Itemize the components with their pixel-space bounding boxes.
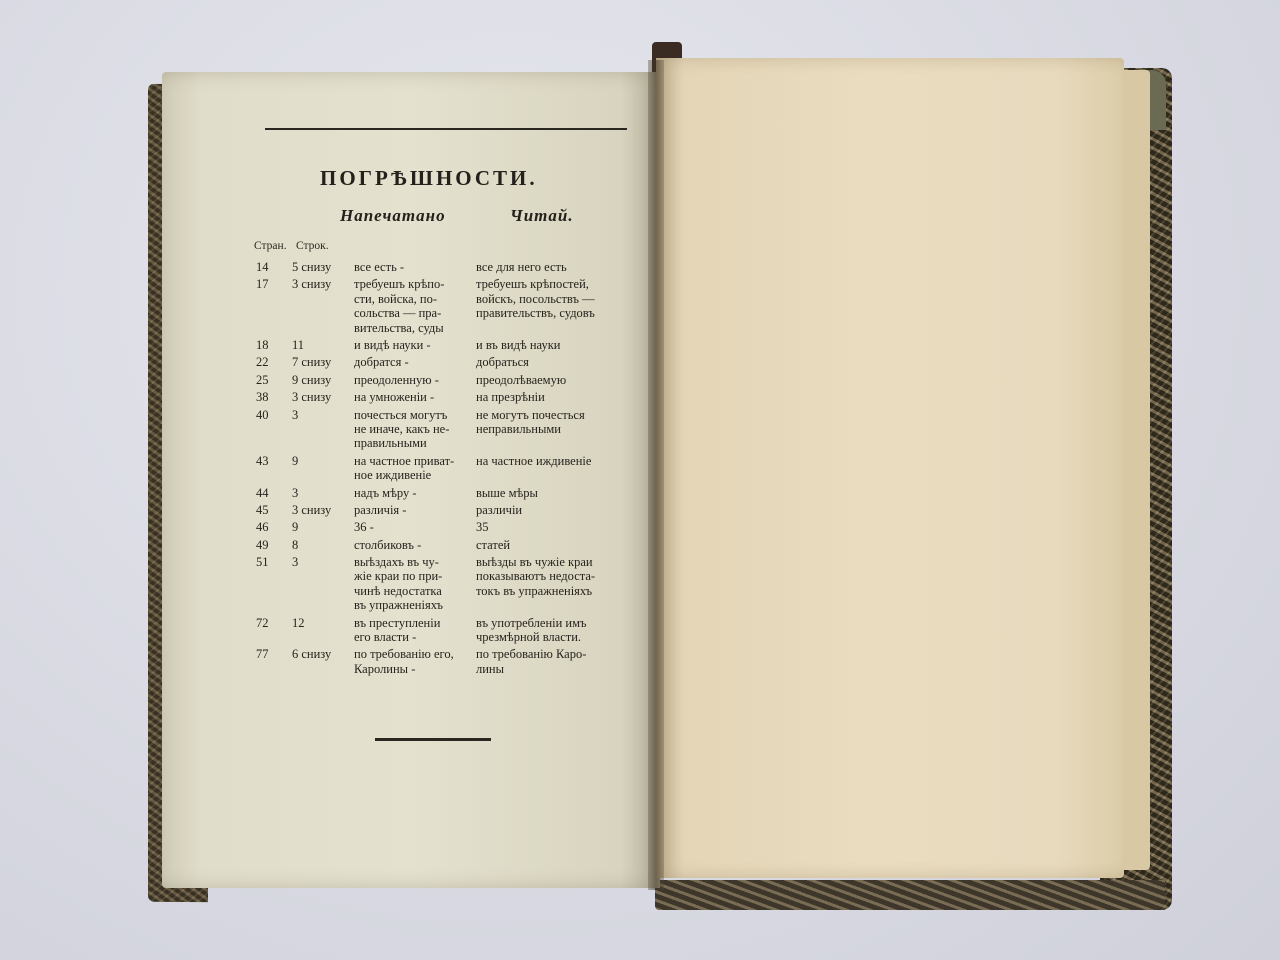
errata-line-number: 3 — [292, 555, 299, 570]
book-gutter — [648, 60, 664, 890]
errata-printed-text — [354, 486, 474, 500]
errata-page-number: 43 — [256, 453, 269, 468]
errata-page-number: 25 — [256, 372, 269, 387]
errata-correct-line: выше мѣры — [476, 485, 538, 500]
errata-correct-text — [476, 647, 626, 676]
page-title: ПОГРѢШНОСТИ. — [320, 166, 538, 190]
errata-correct-line: въ употребленіи имъ — [476, 615, 587, 630]
errata-printed-text — [354, 616, 474, 645]
errata-page-number: 46 — [256, 520, 269, 535]
line-column-header: Строк. — [296, 240, 329, 252]
errata-line-number: 3 снизу — [292, 390, 332, 405]
errata-correct-text — [476, 454, 626, 468]
errata-page-number: 49 — [256, 537, 269, 552]
errata-printed-line: вительства, суды — [354, 320, 444, 335]
errata-correct-line: показываютъ недоста- — [476, 569, 596, 584]
errata-printed-text — [354, 503, 474, 517]
errata-printed-line: требуешъ крѣпо- — [354, 277, 445, 292]
errata-correct-line: различіи — [476, 502, 523, 517]
errata-printed-text — [354, 338, 474, 352]
errata-line-number: 3 — [292, 407, 299, 422]
errata-correct-text — [476, 260, 626, 274]
errata-row — [246, 260, 626, 274]
errata-printed-line: различія - — [354, 502, 407, 517]
errata-correct-line: преодолѣваемую — [476, 372, 567, 387]
errata-printed-text — [354, 647, 474, 676]
errata-correct-line: не могутъ почесться — [476, 407, 585, 422]
errata-line-number: 3 — [292, 485, 299, 500]
errata-printed-line: почесться могутъ — [354, 407, 448, 422]
errata-table — [246, 260, 626, 679]
errata-correct-line: требуешъ крѣпостей, — [476, 277, 589, 292]
errata-line-number: 7 снизу — [292, 355, 332, 370]
errata-correct-line: на презрѣніи — [476, 390, 545, 405]
errata-page-number: 22 — [256, 355, 269, 370]
errata-line-number: 9 — [292, 520, 299, 535]
errata-printed-line: добратся - — [354, 355, 409, 370]
errata-page-number: 44 — [256, 485, 269, 500]
errata-correct-text — [476, 408, 626, 437]
errata-page-number: 14 — [256, 260, 269, 274]
errata-line-number: 8 — [292, 537, 299, 552]
errata-correct-text — [476, 555, 626, 598]
errata-printed-text — [354, 408, 474, 451]
errata-page-number: 18 — [256, 337, 269, 352]
errata-printed-line: на частное приват- — [354, 453, 455, 468]
errata-correct-line: на частное иждивеніе — [476, 453, 592, 468]
errata-page-number: 77 — [256, 647, 269, 662]
errata-printed-text — [354, 355, 474, 369]
errata-correct-line: все для него есть — [476, 260, 567, 274]
errata-printed-line: его власти - — [354, 630, 417, 645]
errata-correct-text — [476, 520, 626, 534]
errata-printed-line: 36 - — [354, 520, 374, 535]
errata-line-number: 12 — [292, 615, 305, 630]
errata-correct-text — [476, 355, 626, 369]
errata-printed-text — [354, 520, 474, 534]
errata-correct-line: лины — [476, 661, 505, 676]
printed-column-header: Напечатано — [340, 206, 446, 225]
errata-printed-line: сти, войска, по- — [354, 291, 438, 306]
errata-page-number: 40 — [256, 407, 269, 422]
errata-line-number: 6 снизу — [292, 647, 332, 662]
errata-line-number: 3 снизу — [292, 502, 332, 517]
errata-printed-line: въ упражненіяхъ — [354, 598, 443, 613]
errata-line-number: 9 снизу — [292, 372, 332, 387]
errata-printed-line: надъ мѣру - — [354, 485, 417, 500]
errata-printed-text — [354, 454, 474, 483]
errata-correct-text — [476, 390, 626, 404]
errata-printed-text — [354, 260, 474, 274]
errata-row — [246, 355, 626, 369]
errata-row — [246, 277, 626, 335]
errata-page-number: 51 — [256, 555, 269, 570]
errata-line-number: 5 снизу — [292, 260, 332, 274]
errata-line-number: 11 — [292, 337, 305, 352]
errata-printed-text — [354, 390, 474, 404]
errata-printed-line: жіе краи по при- — [354, 569, 443, 584]
errata-correct-line: выѣзды въ чужіе краи — [476, 555, 593, 570]
errata-line-number: 3 снизу — [292, 277, 332, 292]
errata-printed-line: преодоленную - — [354, 372, 439, 387]
errata-printed-line: правильными — [354, 436, 427, 451]
errata-page-number: 72 — [256, 615, 269, 630]
errata-correct-text — [476, 503, 626, 517]
errata-row — [246, 486, 626, 500]
errata-page-number: 38 — [256, 390, 269, 405]
errata-printed-text — [354, 373, 474, 387]
errata-correct-line: добраться — [476, 355, 529, 370]
errata-row — [246, 338, 626, 352]
right-page-blank — [656, 58, 1124, 878]
errata-printed-line: сольства — пра- — [354, 306, 442, 321]
errata-row — [246, 555, 626, 613]
errata-row — [246, 503, 626, 517]
errata-correct-line: по требованію Каро- — [476, 647, 587, 662]
errata-printed-line: столбиковъ - — [354, 537, 422, 552]
book-cover-bottom-edge — [655, 880, 1165, 910]
errata-correct-text — [476, 486, 626, 500]
read-column-header: Читай. — [510, 206, 574, 225]
errata-correct-line: токъ въ упражненіяхъ — [476, 583, 593, 598]
errata-correct-line: 35 — [476, 520, 489, 535]
errata-correct-line: чрезмѣрной власти. — [476, 630, 582, 645]
errata-line-number: 9 — [292, 453, 299, 468]
errata-row — [246, 520, 626, 534]
errata-correct-line: войскъ, посольствъ — — [476, 291, 595, 306]
errata-printed-line: выѣздахъ въ чу- — [354, 555, 439, 570]
errata-correct-line: неправильными — [476, 421, 561, 436]
errata-row — [246, 647, 626, 676]
errata-printed-line: на умноженіи - — [354, 390, 435, 405]
errata-row — [246, 373, 626, 387]
top-rule — [265, 128, 627, 130]
page-column-header: Стран. — [254, 240, 287, 252]
errata-correct-text — [476, 538, 626, 552]
errata-correct-line: и въ видѣ науки — [476, 337, 561, 352]
errata-correct-text — [476, 277, 626, 320]
errata-printed-line: по требованію его, — [354, 647, 454, 662]
errata-row — [246, 408, 626, 451]
errata-page-number: 17 — [256, 277, 269, 292]
errata-printed-text — [354, 538, 474, 552]
errata-printed-text — [354, 277, 474, 335]
bottom-rule — [375, 738, 491, 741]
errata-printed-line: Каролины - — [354, 661, 416, 676]
errata-correct-line: правительствъ, судовъ — [476, 306, 595, 321]
errata-printed-line: чинѣ недостатка — [354, 583, 442, 598]
errata-correct-text — [476, 616, 626, 645]
errata-printed-text — [354, 555, 474, 613]
errata-printed-line: ное иждивеніе — [354, 468, 432, 483]
errata-row — [246, 390, 626, 404]
errata-printed-line: не иначе, какъ не- — [354, 421, 450, 436]
errata-printed-line: и видѣ науки - — [354, 337, 431, 352]
errata-printed-line: все есть - — [354, 260, 405, 274]
errata-correct-text — [476, 373, 626, 387]
errata-correct-line: статей — [476, 537, 511, 552]
errata-row — [246, 538, 626, 552]
errata-row — [246, 454, 626, 483]
errata-row — [246, 616, 626, 645]
errata-page-number: 45 — [256, 502, 269, 517]
errata-correct-text — [476, 338, 626, 352]
errata-printed-line: въ преступленіи — [354, 615, 441, 630]
